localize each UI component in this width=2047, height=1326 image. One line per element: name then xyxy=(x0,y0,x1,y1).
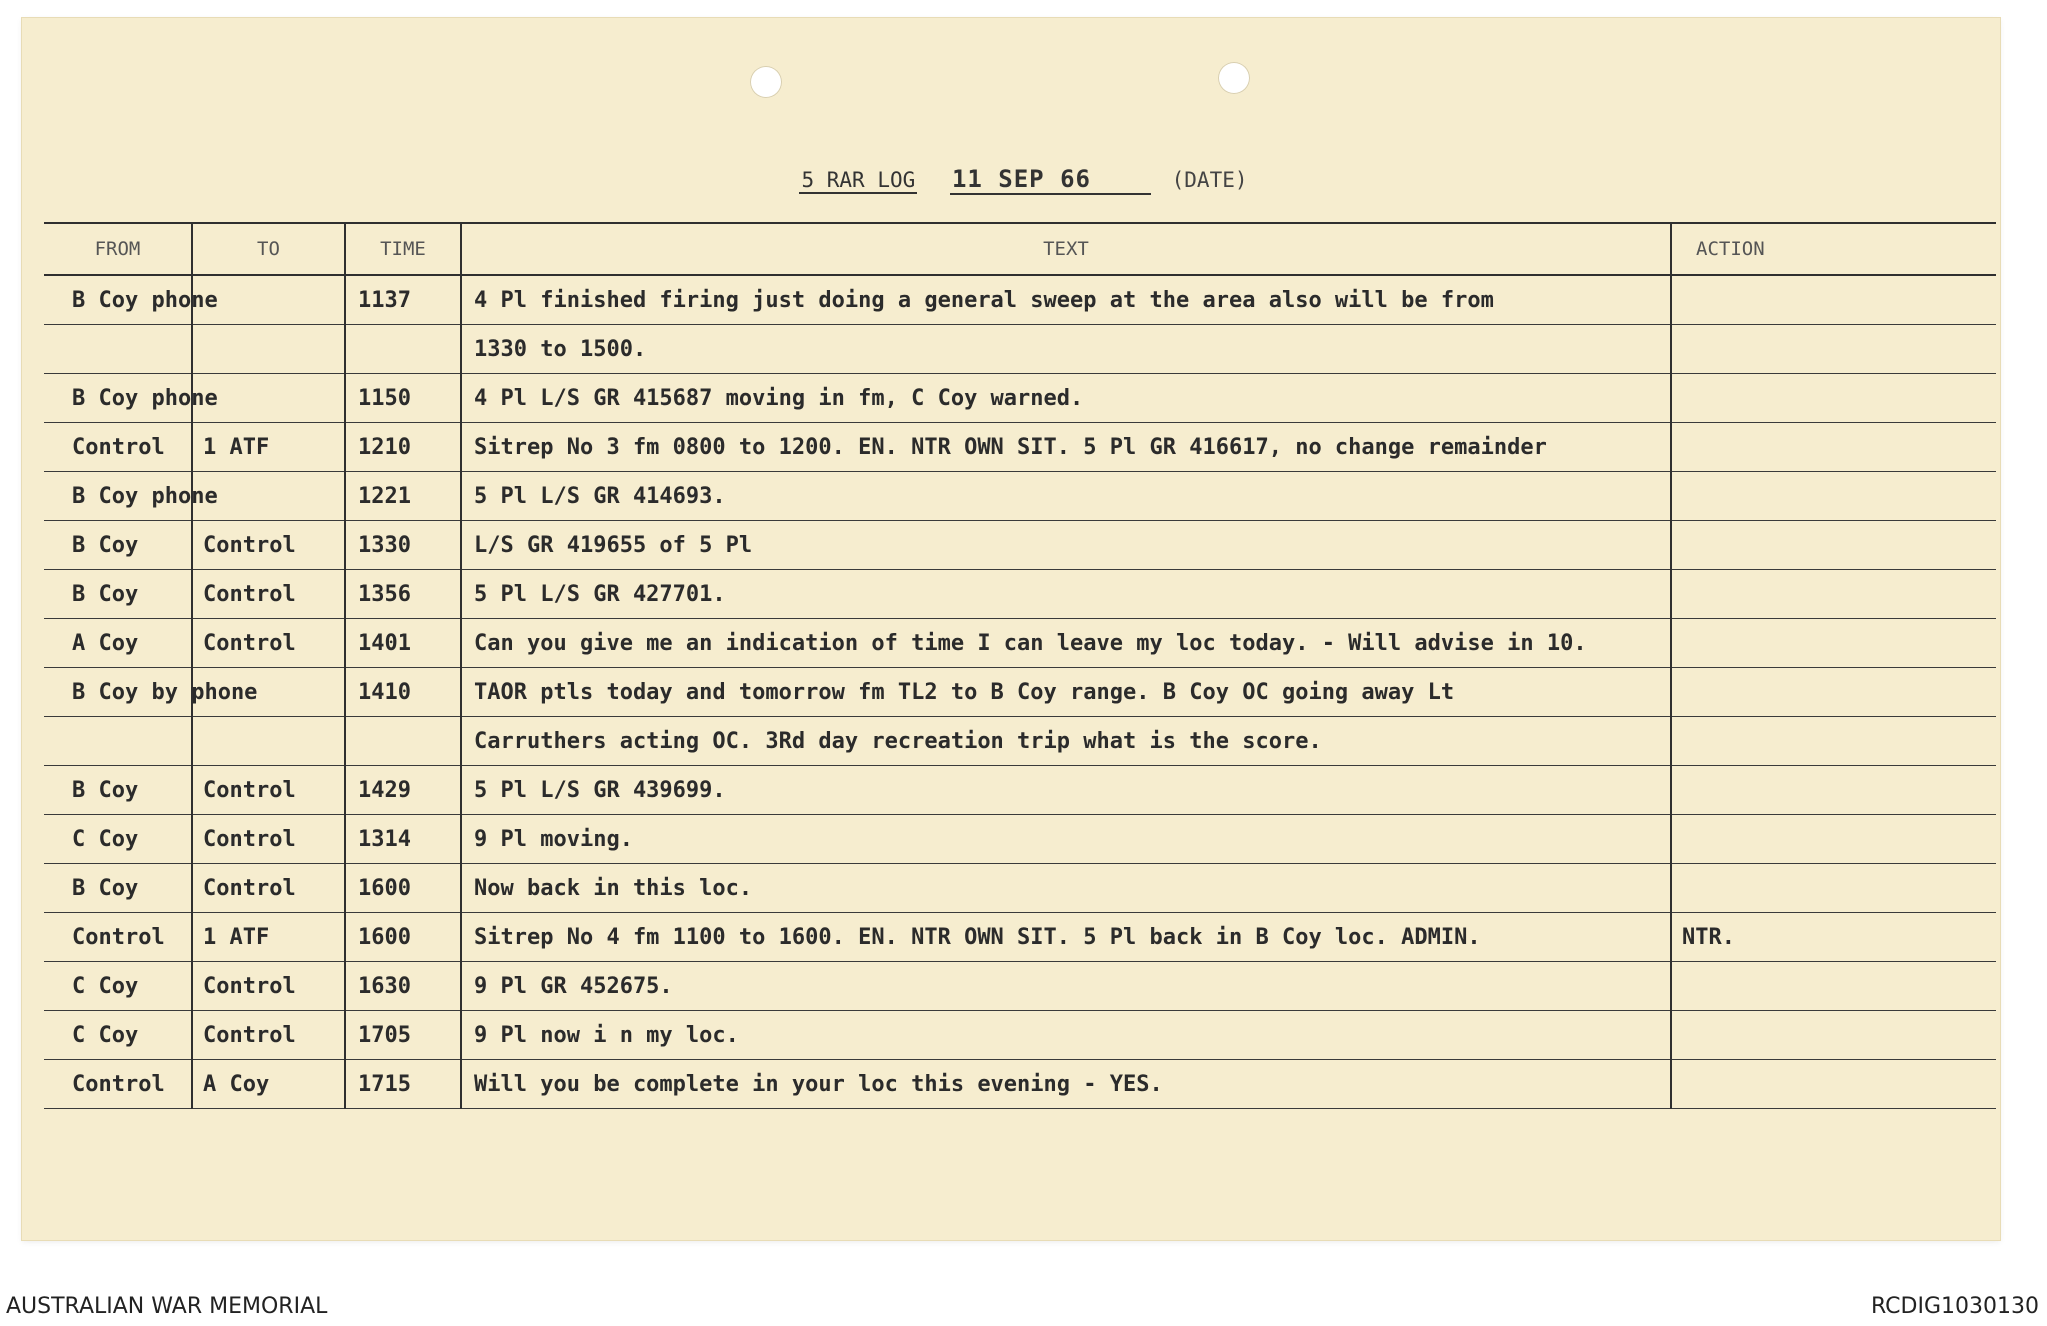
log-cell-from: B Coy xyxy=(44,521,192,570)
date-label: (DATE) xyxy=(1171,168,1248,192)
log-cell-time: 1410 xyxy=(345,668,461,717)
log-cell-text: 9 Pl GR 452675. xyxy=(461,962,1671,1011)
log-cell-to: Control xyxy=(192,815,345,864)
log-row xyxy=(44,1060,1996,1109)
column-header-text: TEXT xyxy=(461,223,1671,275)
log-cell-text: Sitrep No 3 fm 0800 to 1200. EN. NTR OWN SIT. 5 Pl GR 416617, no change remainder xyxy=(461,423,1671,472)
log-cell-time: 1314 xyxy=(345,815,461,864)
log-cell-to: Control xyxy=(192,570,345,619)
log-cell-time: 1600 xyxy=(345,864,461,913)
log-cell-to: 1 ATF xyxy=(192,913,345,962)
log-cell-action xyxy=(1671,472,1996,521)
log-cell-to: Control xyxy=(192,1011,345,1060)
log-cell-to: Control xyxy=(192,864,345,913)
log-cell-action xyxy=(1671,325,1996,374)
log-header xyxy=(0,165,2047,193)
log-row xyxy=(44,619,1996,668)
log-row xyxy=(44,423,1996,472)
footer-record-id: RCDIG1030130 xyxy=(1870,1294,2039,1319)
header-row xyxy=(44,223,1996,275)
log-row xyxy=(44,717,1996,766)
log-cell-time: 1356 xyxy=(345,570,461,619)
footer-source: AUSTRALIAN WAR MEMORIAL xyxy=(6,1294,328,1319)
log-cell-action: NTR. xyxy=(1671,913,1996,962)
log-cell-text: 5 Pl L/S GR 414693. xyxy=(461,472,1671,521)
log-cell-action xyxy=(1671,668,1996,717)
log-cell-to xyxy=(192,325,345,374)
log-cell-text: Can you give me an indication of time I can leave my loc today. - Will advise in 10. xyxy=(461,619,1671,668)
log-cell-time: 1330 xyxy=(345,521,461,570)
log-title: 5 RAR LOG xyxy=(801,168,916,192)
log-cell-action xyxy=(1671,962,1996,1011)
log-cell-action xyxy=(1671,1011,1996,1060)
log-cell-from: C Coy xyxy=(44,1011,192,1060)
log-cell-text: Sitrep No 4 fm 1100 to 1600. EN. NTR OWN SIT. 5 Pl back in B Coy loc. ADMIN. xyxy=(461,913,1671,962)
column-header-action: ACTION xyxy=(1671,223,1996,275)
log-cell-time: 1715 xyxy=(345,1060,461,1109)
log-cell-time: 1705 xyxy=(345,1011,461,1060)
log-cell-from xyxy=(44,325,192,374)
punch-hole-left xyxy=(750,66,782,98)
log-row xyxy=(44,472,1996,521)
log-cell-action xyxy=(1671,570,1996,619)
log-cell-from: C Coy xyxy=(44,962,192,1011)
log-row xyxy=(44,766,1996,815)
log-row xyxy=(44,570,1996,619)
log-cell-action xyxy=(1671,864,1996,913)
log-cell-from: B Coy phone xyxy=(44,374,192,423)
log-cell-time: 1429 xyxy=(345,766,461,815)
log-cell-from: B Coy xyxy=(44,864,192,913)
punch-hole-right xyxy=(1218,62,1250,94)
log-cell-action xyxy=(1671,374,1996,423)
log-cell-text: Carruthers acting OC. 3Rd day recreation trip what is the score. xyxy=(461,717,1671,766)
log-cell-time: 1137 xyxy=(345,275,461,325)
log-cell-action xyxy=(1671,1060,1996,1109)
log-cell-from: B Coy by phone xyxy=(44,668,192,717)
log-cell-time: 1600 xyxy=(345,913,461,962)
log-cell-from: B Coy phone xyxy=(44,472,192,521)
log-cell-text: 5 Pl L/S GR 427701. xyxy=(461,570,1671,619)
log-cell-time xyxy=(345,325,461,374)
log-cell-to: Control xyxy=(192,521,345,570)
log-cell-from: B Coy phone xyxy=(44,275,192,325)
log-cell-from xyxy=(44,717,192,766)
log-row xyxy=(44,668,1996,717)
log-cell-from: B Coy xyxy=(44,766,192,815)
log-cell-from: Control xyxy=(44,423,192,472)
log-row xyxy=(44,962,1996,1011)
column-header-to: TO xyxy=(192,223,345,275)
log-body xyxy=(44,275,1996,1109)
log-cell-from: Control xyxy=(44,1060,192,1109)
log-row xyxy=(44,913,1996,962)
column-header-time: TIME xyxy=(345,223,461,275)
log-cell-to: Control xyxy=(192,962,345,1011)
log-row xyxy=(44,1011,1996,1060)
log-row xyxy=(44,815,1996,864)
log-cell-time: 1401 xyxy=(345,619,461,668)
log-cell-from: C Coy xyxy=(44,815,192,864)
log-row xyxy=(44,275,1996,325)
log-cell-action xyxy=(1671,619,1996,668)
log-cell-text: 1330 to 1500. xyxy=(461,325,1671,374)
log-cell-time: 1150 xyxy=(345,374,461,423)
log-cell-to: Control xyxy=(192,619,345,668)
log-cell-time: 1221 xyxy=(345,472,461,521)
log-cell-text: Will you be complete in your loc this evening - YES. xyxy=(461,1060,1671,1109)
log-cell-action xyxy=(1671,275,1996,325)
log-cell-text: L/S GR 419655 of 5 Pl xyxy=(461,521,1671,570)
log-cell-time: 1210 xyxy=(345,423,461,472)
log-cell-text: TAOR ptls today and tomorrow fm TL2 to B Coy range. B Coy OC going away Lt xyxy=(461,668,1671,717)
column-header-from: FROM xyxy=(44,223,192,275)
log-cell-action xyxy=(1671,423,1996,472)
log-cell-action xyxy=(1671,815,1996,864)
log-row xyxy=(44,864,1996,913)
log-cell-text: Now back in this loc. xyxy=(461,864,1671,913)
log-cell-action xyxy=(1671,766,1996,815)
log-cell-text: 4 Pl L/S GR 415687 moving in fm, C Coy warned. xyxy=(461,374,1671,423)
log-cell-action xyxy=(1671,521,1996,570)
log-cell-to: 1 ATF xyxy=(192,423,345,472)
log-cell-to xyxy=(192,717,345,766)
log-row xyxy=(44,521,1996,570)
log-cell-text: 9 Pl moving. xyxy=(461,815,1671,864)
log-date: 11 SEP 66 xyxy=(950,165,1151,195)
log-cell-from: B Coy xyxy=(44,570,192,619)
log-cell-action xyxy=(1671,717,1996,766)
log-cell-from: Control xyxy=(44,913,192,962)
log-cell-to: Control xyxy=(192,766,345,815)
log-cell-text: 4 Pl finished firing just doing a general sweep at the area also will be from xyxy=(461,275,1671,325)
log-cell-text: 9 Pl now i n my loc. xyxy=(461,1011,1671,1060)
log-row xyxy=(44,374,1996,423)
log-cell-time: 1630 xyxy=(345,962,461,1011)
log-cell-time xyxy=(345,717,461,766)
log-cell-text: 5 Pl L/S GR 439699. xyxy=(461,766,1671,815)
log-cell-to: A Coy xyxy=(192,1060,345,1109)
log-cell-from: A Coy xyxy=(44,619,192,668)
log-row xyxy=(44,325,1996,374)
log-table xyxy=(44,222,1996,1109)
